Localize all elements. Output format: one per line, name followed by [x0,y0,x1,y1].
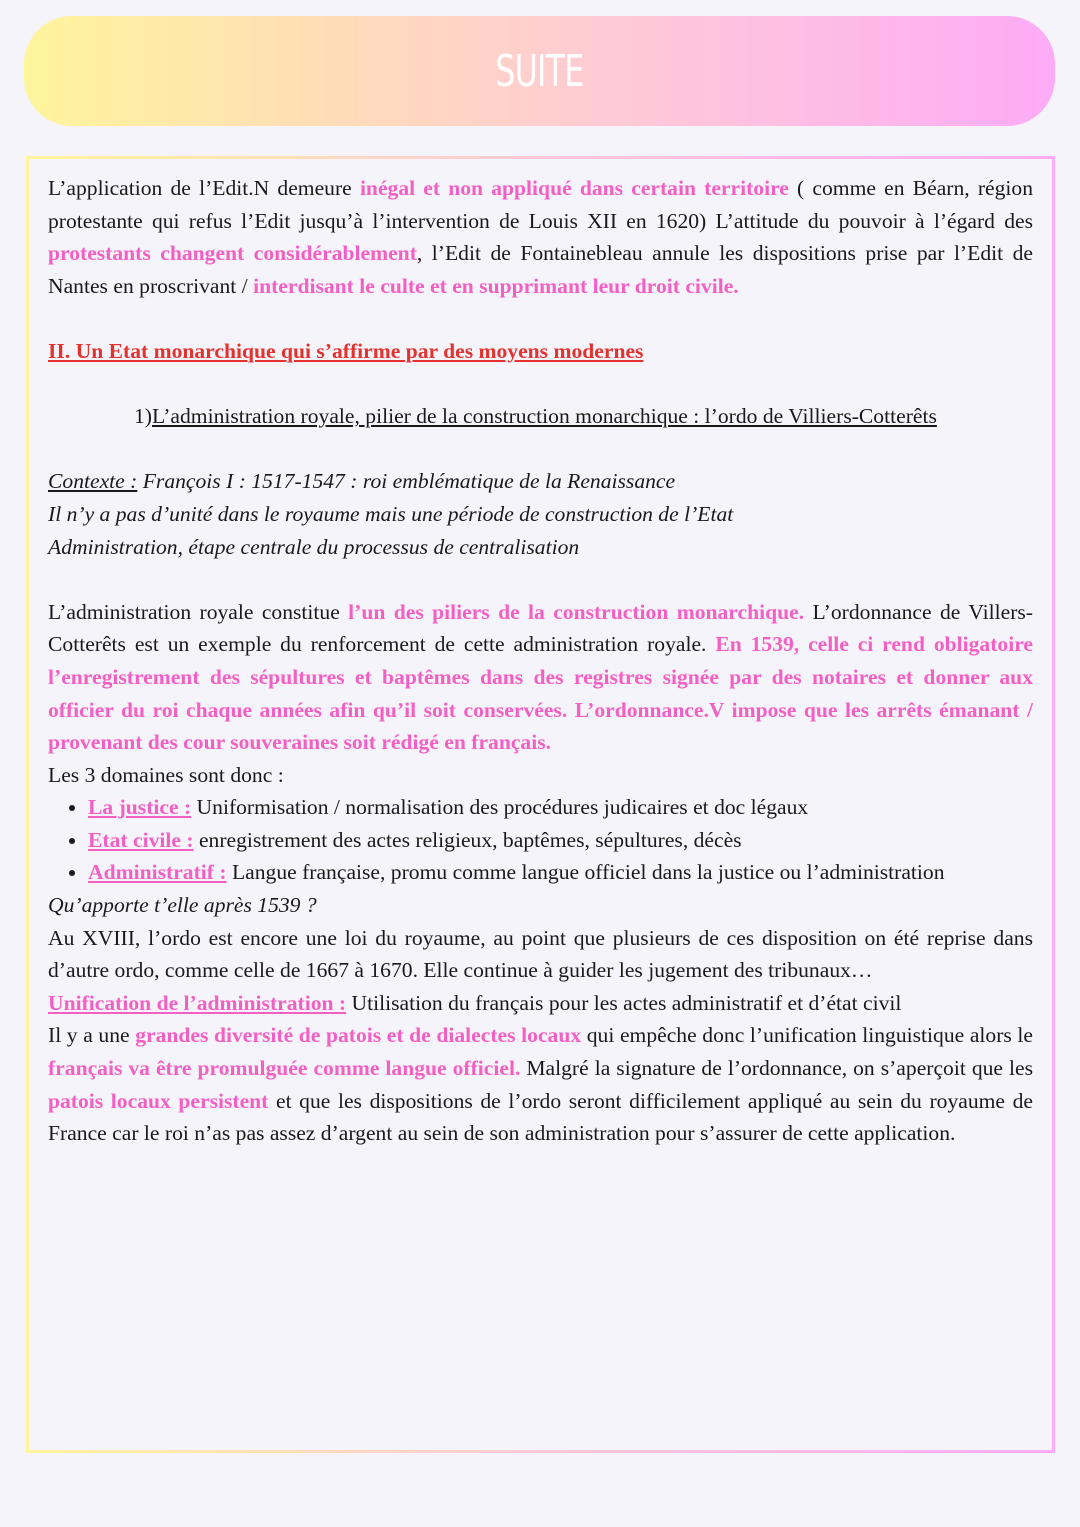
text: L’ordonnance de Villers-Cotterêts est un exemple du renforcement de cette administration royale. [48,599,1033,657]
domain-label: Etat civile : [88,827,194,852]
subheading [48,400,1033,433]
paragraph-unification [48,987,1033,1020]
paragraph-xviii: Au XVIII, l’ordo est encore une loi du royaume, au point que plusieurs de ces disposition on été reprise dans d’autre ordo, comme celle de 1667 à 1670. Elle continue à guider les jugement des tribunaux… [48,925,1033,983]
list-item [88,856,1033,889]
text: L’application de l’Edit.N demeure [48,176,360,200]
highlight: interdisant le culte et en supprimant leur droit civile. [253,273,739,298]
context-block [48,465,1033,563]
text: qui empêche donc l’unification linguistique alors le [581,1023,1033,1048]
text: Il y a une [48,1023,136,1048]
title-banner [24,16,1055,126]
section-heading [48,335,1033,368]
text: L’administration royale constitue [48,599,349,624]
text: Utilisation du français pour les actes administratif et d’état civil [346,990,902,1015]
highlight: protestants changent considérablement [48,241,417,266]
domain-label: Administratif : [88,860,227,885]
highlight: l’un des piliers de la construction monarchique. [348,599,805,624]
highlight: grandes diversité de patois et de dialectes locaux [135,1023,582,1048]
unification-label: Unification de l’administration : [48,990,347,1015]
highlight: patois locaux persistent [48,1088,269,1113]
content-frame [26,156,1055,1453]
text: , l’Edit de Fontainebleau annule les dispositions prise par l’Edit de Nantes en proscrivant / [48,241,1033,298]
question: Qu’apporte t’elle après 1539 ? [48,893,317,918]
highlight: En 1539, celle ci rend obligatoire l’enregistrement des sépultures et baptêmes dans des registres signée par des notaires et donner aux officier du roi chaque années afin qu’il soit conservées. L’ordonnance.V impose que les arrêts émanant / provenant des cour souveraines soit rédigé en français. [48,632,1033,755]
subheading-number: 1) [134,404,152,429]
domains-list [48,791,1033,889]
context-line: Administration, étape centrale du processus de centralisation [48,534,580,559]
domain-text: enregistrement des actes religieux, baptêmes, sépultures, décès [193,827,742,852]
paragraph-edit-application [48,172,1033,302]
paragraph-administration [48,596,1033,759]
highlight: français va être promulguée comme langue officiel. [48,1056,521,1081]
domain-text: Langue française, promu comme langue officiel dans la justice ou l’administration [226,860,945,885]
context-line: François I : 1517-1547 : roi emblématique de la Renaissance [137,469,676,494]
page-title: SUITE [495,45,584,97]
highlight: inégal et non appliqué dans certain territoire [359,176,789,200]
list-item [88,824,1033,857]
domains-intro: Les 3 domaines sont donc : [48,762,284,787]
text: Malgré la signature de l’ordonnance, on s’aperçoit que les [520,1056,1034,1081]
subheading-text: L’administration royale, pilier de la construction monarchique : l’ordo de Villiers-Cotterêts [152,404,937,429]
text: et que les dispositions de l’ordo seront difficilement appliqué au sein du royaume de France car le roi n’as pas assez d’argent au sein de son administration pour s’assurer de cette application. [48,1088,1034,1146]
text: ( comme en Béarn, région protestante qui refus l’Edit jusqu’à l’intervention de Louis XII en 1620) L’attitude du pouvoir à l’égard des [48,176,1034,233]
list-item [88,791,1033,824]
context-label: Contexte : [48,469,138,494]
content-body [29,159,1052,1450]
section-heading-text: II. Un Etat monarchique qui s’affirme par des moyens modernes [48,338,644,363]
domain-text: Uniformisation / normalisation des procédures judicaires et doc légaux [191,795,809,820]
context-line: Il n’y a pas d’unité dans le royaume mais une période de construction de l’Etat [48,501,734,526]
domain-label: La justice : [88,795,192,820]
paragraph-patois [48,1019,1033,1149]
